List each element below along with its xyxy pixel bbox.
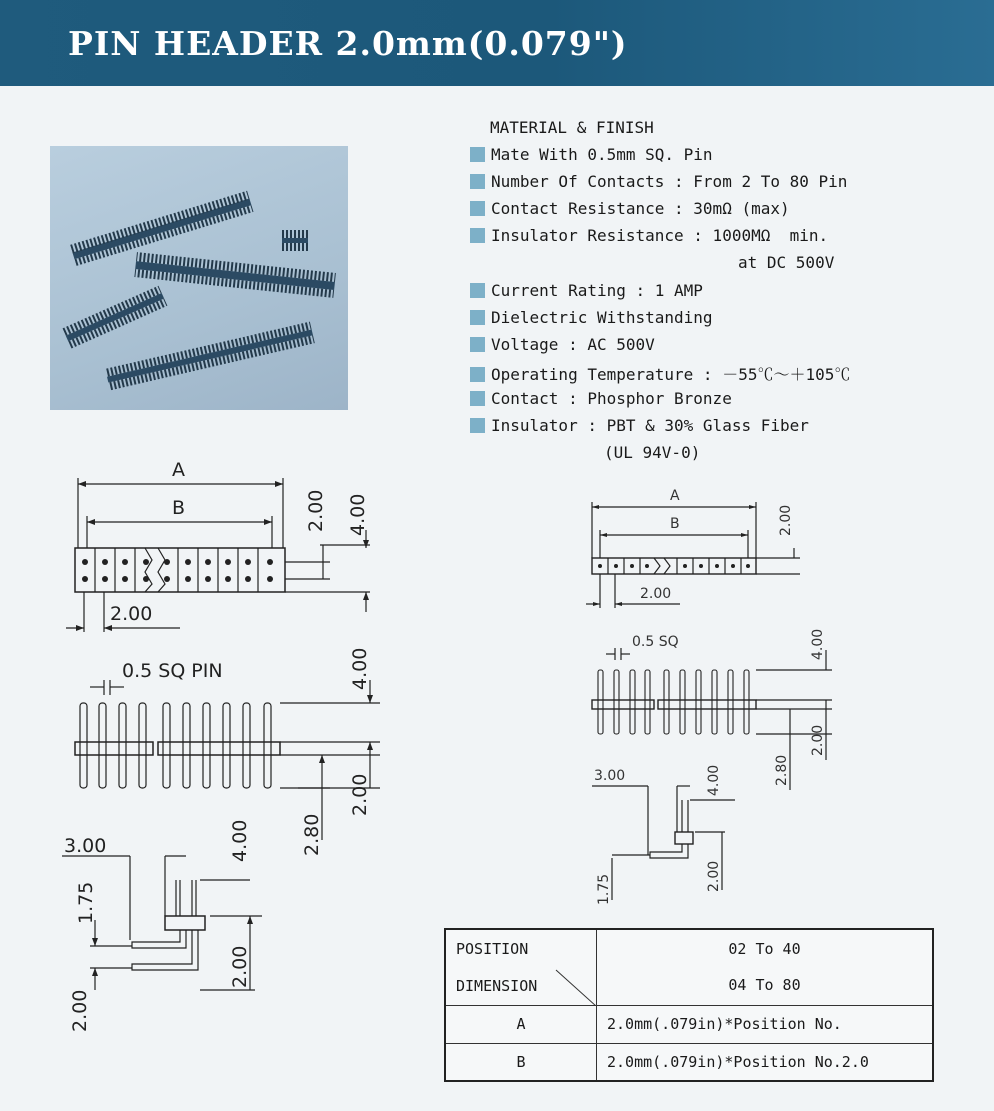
page-title: PIN HEADER 2.0mm(0.079") (68, 24, 628, 63)
table-row (445, 1043, 933, 1081)
pin-label-left: 0.5 SQ PIN (122, 660, 223, 682)
dimension-label: DIMENSION (456, 977, 538, 995)
ra-4-00-left: 4.00 (229, 819, 251, 862)
spec-contact: Contact : Phosphor Bronze (470, 389, 732, 408)
spec-insulator: Insulator : PBT & 30% Glass Fiber (470, 416, 809, 435)
table-row (445, 1005, 933, 1043)
spec-number-of-contacts: Number Of Contacts : From 2 To 80 Pin (470, 172, 847, 191)
dim-4-00-top-left: 4.00 (347, 493, 369, 536)
position-range: 02 To 40 (728, 940, 801, 958)
label-b-left: B (172, 497, 186, 519)
ra-2-00-right-left: 2.00 (229, 945, 251, 988)
spec-insulator-resistance: Insulator Resistance : 1000MΩ min. (470, 226, 828, 245)
position-label: POSITION (456, 940, 529, 958)
dim-2-80-side-left: 2.80 (301, 813, 323, 856)
dimension-range: 04 To 80 (728, 976, 801, 994)
dim-2-00-top-left: 2.00 (305, 489, 327, 532)
dim-2-00-top-right: 2.00 (778, 504, 794, 536)
ra-3-00-left: 3.00 (64, 835, 107, 857)
dim-4-00-side-left: 4.00 (349, 647, 371, 690)
spec-contact-resistance: Contact Resistance : 30mΩ (max) (470, 199, 790, 218)
table-range-cell (597, 929, 934, 1005)
dim-2-80-side-right: 2.80 (774, 754, 790, 786)
spec-voltage: Voltage : AC 500V (470, 335, 655, 354)
table-header-cell (445, 929, 597, 1005)
dim-pitch-left: 2.00 (110, 603, 153, 625)
row-b-label: B (445, 1043, 597, 1081)
dim-2-00-side-right: 2.00 (810, 724, 826, 756)
pin-label-right: 0.5 SQ (632, 634, 679, 650)
ra-1-75-right: 1.75 (596, 873, 612, 905)
spec-insulator-resistance-continuation: at DC 500V (738, 253, 835, 272)
label-b-right: B (670, 516, 680, 532)
ra-3-00-right: 3.00 (594, 768, 626, 784)
table-row (445, 929, 933, 1005)
spec-mate-with: Mate With 0.5mm SQ. Pin (470, 145, 713, 164)
spec-insulator-continuation: (UL 94V-0) (604, 443, 701, 462)
label-a-right: A (670, 488, 680, 504)
dimension-table (444, 928, 934, 1082)
row-a-label: A (445, 1005, 597, 1043)
ra-4-00-right: 4.00 (706, 764, 722, 796)
row-b-value: 2.0mm(.079in)*Position No.2.0 (597, 1043, 934, 1081)
ra-1-75-left: 1.75 (75, 881, 97, 924)
spec-operating-temperature: Operating Temperature : －55℃～＋105℃ (470, 362, 850, 385)
dim-2-00-side-left: 2.00 (349, 773, 371, 816)
dim-pitch-right: 2.00 (640, 586, 672, 602)
ra-2-00-right: 2.00 (706, 860, 722, 892)
label-a-left: A (172, 459, 185, 481)
row-a-value: 2.0mm(.079in)*Position No. (597, 1005, 934, 1043)
spec-dielectric-withstanding: Dielectric Withstanding (470, 308, 713, 327)
spec-current-rating: Current Rating : 1 AMP (470, 281, 703, 300)
spec-heading: MATERIAL & FINISH (490, 118, 654, 137)
ra-2-00-bottom-left: 2.00 (69, 989, 91, 1032)
dim-4-00-side-right: 4.00 (810, 628, 826, 660)
